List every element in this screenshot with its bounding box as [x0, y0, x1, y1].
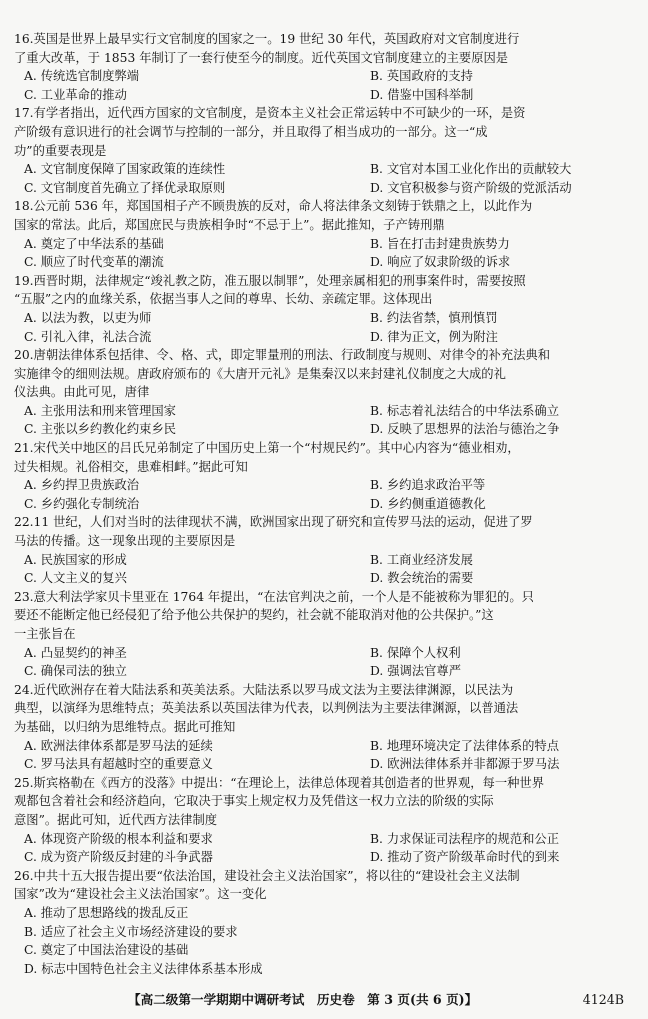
question-stem-line: 22.11 世纪，人们对当时的法律现状不满，欧洲国家出现了研究和宣传罗马法的运动，促进了罗	[14, 515, 533, 530]
answer-options	[14, 67, 634, 104]
question-stem-line: 19.西晋时期，法律规定“竣礼教之防，准五服以制罪”，处理亲属相犯的刑事案件时，需要按照	[14, 273, 526, 288]
answer-option: B. 约法省禁，慎刑慎罚	[370, 310, 498, 325]
answer-option: B. 适应了社会主义市场经济建设的要求	[24, 924, 238, 939]
footer-title: 【高二级第一学期期中调研考试 历史卷 第 3 页(共 6 页)】	[128, 992, 478, 1007]
question-list	[14, 30, 634, 978]
answer-option: A. 凸显契约的神圣	[24, 645, 127, 660]
answer-options	[14, 160, 634, 197]
question-stem-line: “五服”之内的血缘关系，依据当事人之间的尊卑、长幼、亲疏定罪。这体现出	[14, 292, 433, 307]
question-stem-line: 26.中共十五大报告提出要“依法治国，建设社会主义法治国家”，将以往的“建设社会主义法制	[14, 868, 520, 883]
answer-option: D. 反映了思想界的法治与德治之争	[370, 422, 560, 437]
question-stem-line: 20.唐朝法律体系包括律、令、格、式，即定罪量刑的刑法、行政制度与规则、对律令的补充法典和	[14, 348, 551, 363]
answer-option: D. 欧洲法律体系并非都源于罗马法	[370, 757, 560, 772]
answer-option: D. 教会统治的需要	[370, 571, 474, 586]
question-stem-line: 25.斯宾格勒在《西方的没落》中提出：“在理论上，法律总体现着其创造者的世界观，每一种世界	[14, 775, 545, 790]
question-stem-line: 18.公元前 536 年，郑国国相子产不顾贵族的反对，命人将法律条文刻铸于铁鼎之上，以此作为	[14, 199, 533, 214]
answer-option: A. 体现资产阶级的根本利益和要求	[24, 831, 213, 846]
answer-option: B. 力求保证司法程序的规范和公正	[370, 831, 560, 846]
answer-options	[14, 830, 634, 867]
answer-options	[14, 476, 634, 513]
answer-option: A. 推动了思想路线的拨乱反正	[24, 905, 189, 920]
footer-code: 4124B	[582, 992, 624, 1007]
answer-option: C. 成为资产阶级反封建的斗争武器	[24, 850, 213, 865]
question-stem-line: 实施律令的细则法规。唐政府颁布的《大唐开元礼》是集秦汉以来封建礼仪制度之大成的礼	[14, 366, 506, 381]
answer-option: B. 地理环境决定了法律体系的特点	[370, 738, 560, 753]
answer-options	[14, 904, 634, 978]
answer-option: C. 工业革命的推动	[24, 87, 127, 102]
question-block	[14, 30, 634, 104]
question-block	[14, 681, 634, 774]
answer-option: C. 乡约强化专制统治	[24, 496, 140, 511]
answer-option: D. 强调法官尊严	[370, 664, 462, 679]
question-block	[14, 439, 634, 513]
answer-option: A. 民族国家的形成	[24, 552, 127, 567]
question-block	[14, 867, 634, 979]
question-stem-line: 马法的传播。这一现象出现的主要原因是	[14, 534, 236, 549]
question-block	[14, 513, 634, 587]
question-block	[14, 272, 634, 346]
question-stem-line: 21.宋代关中地区的吕氏兄弟制定了中国历史上第一个“村规民约”。其中心内容为“德业相劝，	[14, 441, 520, 456]
answer-option: B. 乡约追求政治平等	[370, 478, 486, 493]
question-block	[14, 588, 634, 681]
answer-option: B. 标志着礼法结合的中华法系确立	[370, 403, 560, 418]
answer-option: C. 顺应了时代变革的潮流	[24, 255, 164, 270]
question-stem-line: 国家的常法。此后，郑国庶民与贵族相争时“不忌于上”。据此推知，子产铸刑鼎	[14, 217, 445, 232]
answer-options	[14, 235, 634, 272]
question-stem-line: 过失相规。礼俗相交，患难相衅。”据此可知	[14, 459, 248, 474]
answer-option: A. 欧洲法律体系都是罗马法的延续	[24, 738, 213, 753]
answer-options	[14, 551, 634, 588]
answer-option: C. 引礼入律，礼法合流	[24, 329, 152, 344]
question-stem-line: 仪法典。由此可见，唐律	[14, 385, 150, 400]
answer-options	[14, 309, 634, 346]
answer-option: D. 推动了资产阶级革命时代的到来	[370, 850, 560, 865]
question-block	[14, 346, 634, 439]
answer-option: C. 确保司法的独立	[24, 664, 127, 679]
answer-options	[14, 737, 634, 774]
question-stem-line: 了重大改革，于 1853 年制订了一套行使至今的制度。近代英国文官制度建立的主要原因是	[14, 50, 509, 65]
question-block	[14, 104, 634, 197]
question-stem-line: 观都包含着社会和经济趋向，它取决于事实上规定权力及凭借这一权力立法的阶级的实际	[14, 794, 494, 809]
answer-option: A. 奠定了中华法系的基础	[24, 236, 164, 251]
question-stem-line: 一主张旨在	[14, 627, 76, 641]
answer-option: A. 文官制度保障了国家政策的连续性	[24, 162, 226, 177]
question-block	[14, 197, 634, 271]
answer-option: B. 旨在打击封建贵族势力	[370, 236, 510, 251]
answer-option: A. 乡约捍卫贵族政治	[24, 478, 140, 493]
answer-option: D. 借鉴中国科举制	[370, 87, 474, 102]
page-footer	[14, 990, 634, 1010]
question-stem-line: 意图”。据此可知，近代西方法律制度	[14, 812, 218, 827]
answer-option: B. 英国政府的支持	[370, 69, 473, 84]
answer-option: C. 奠定了中国法治建设的基础	[24, 943, 189, 958]
answer-option: A. 以法为教，以吏为师	[24, 310, 152, 325]
answer-option: C. 人文主义的复兴	[24, 571, 127, 586]
question-stem-line: 17.有学者指出，近代西方国家的文官制度，是资本主义社会正常运转中不可缺少的一环，是资	[14, 106, 526, 121]
question-stem-line: 16.英国是世界上最早实行文官制度的国家之一。19 世纪 30 年代，英国政府对文官制度进行	[14, 32, 520, 46]
question-stem-line: 为基础，以归纳为思维特点。据此可推知	[14, 719, 236, 734]
answer-option: A. 主张用法和刑来管理国家	[24, 403, 176, 418]
question-block	[14, 774, 634, 867]
question-stem-line: 功”的重要表现是	[14, 143, 107, 158]
answer-option: D. 文官积极参与资产阶级的党派活动	[370, 180, 572, 195]
question-stem-line: 产阶级有意识进行的社会调节与控制的一部分，并且取得了相当成功的一部分。这一“成	[14, 124, 488, 139]
question-stem-line: 要还不能断定他已经侵犯了给予他公共保护的契约，社会就不能取消对他的公共保护。”这	[14, 608, 494, 623]
answer-option: D. 乡约侧重道德教化	[370, 496, 486, 511]
answer-option: B. 工商业经济发展	[370, 552, 473, 567]
answer-option: C. 文官制度首先确立了择优录取原则	[24, 180, 226, 195]
answer-option: D. 律为正文，例为附注	[370, 329, 498, 344]
answer-option: A. 传统选官制度弊端	[24, 69, 140, 84]
answer-option: D. 标志中国特色社会主义法律体系基本形成	[24, 961, 263, 976]
question-stem-line: 24.近代欧洲存在着大陆法系和英美法系。大陆法系以罗马成文法为主要法律渊源，以民法为	[14, 682, 514, 697]
answer-option: C. 主张以乡约教化约束乡民	[24, 422, 177, 437]
answer-option: C. 罗马法具有超越时空的重要意义	[24, 757, 213, 772]
question-stem-line: 23.意大利法学家贝卡里亚在 1764 年提出，“在法官判决之前，一个人是不能被称为罪犯的。只	[14, 589, 534, 604]
question-stem-line: 国家”改为“建设社会主义法治国家”。这一变化	[14, 887, 267, 902]
answer-options	[14, 644, 634, 681]
answer-option: B. 文官对本国工业化作出的贡献较大	[370, 162, 572, 177]
question-stem-line: 典型，以演绎为思维特点；英美法系以英国法律为代表，以判例法为主要法律渊源，以普通法	[14, 701, 519, 716]
answer-option: B. 保障个人权利	[370, 645, 461, 660]
answer-options	[14, 402, 634, 439]
answer-option: D. 响应了奴隶阶级的诉求	[370, 255, 511, 270]
